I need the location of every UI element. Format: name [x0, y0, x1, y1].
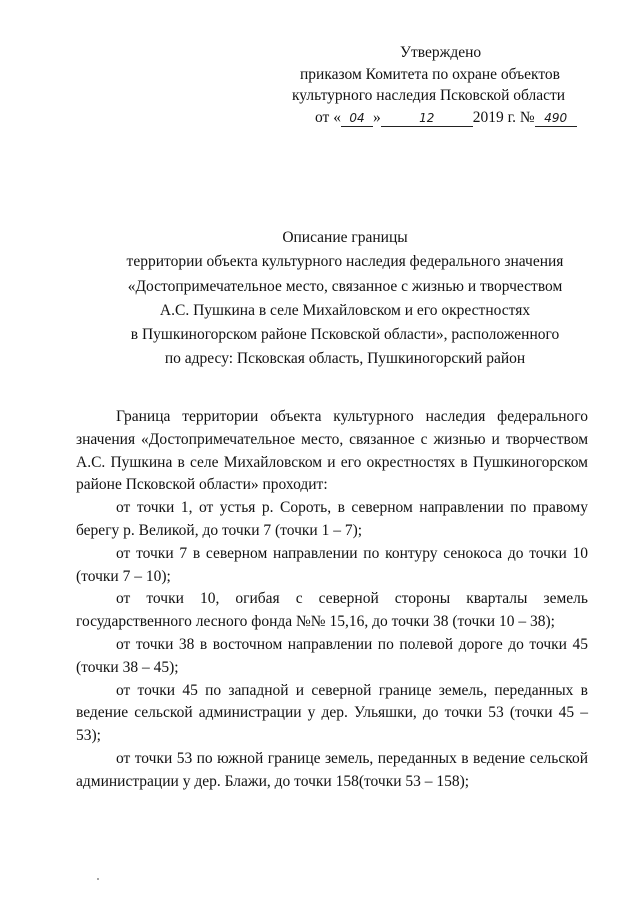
- approval-committee-line: культурного наследия Псковской области: [292, 87, 566, 104]
- date-prefix: от «: [315, 108, 341, 126]
- boundary-segment: от точки 38 в восточном направлении по полевой дороге до точки 45 (точки 38 – 45);: [76, 635, 588, 676]
- boundary-segment: от точки 10, огибая с северной стороны кварталы земель государственного лесного фонда №№ 15,16, до точки 38 (точки 10 – 38);: [76, 590, 588, 631]
- scan-speck: [97, 878, 99, 880]
- handwritten-month: 12: [381, 110, 473, 127]
- approval-heading: Утверждено: [400, 44, 482, 61]
- year-and-number-label: 2019 г. №: [472, 108, 535, 126]
- document-title: [95, 226, 595, 372]
- title-line: «Достопримечательное место, связанное с жизнью и творчеством: [127, 277, 563, 295]
- title-line: Описание границы: [282, 229, 408, 246]
- intro-paragraph: Граница территории объекта культурного наследия федерального значения «Достопримечательное место, связанное с жизнью и творчеством А.С. Пушкина в селе Михайловском и его окрестностях в Пушкиногорском районе Псковской области» проходит:: [76, 408, 588, 494]
- approval-stamp: [280, 42, 600, 128]
- title-line: А.С. Пушкина в селе Михайловском и его окрестностях: [159, 301, 531, 319]
- handwritten-order-number: 490: [535, 110, 577, 127]
- handwritten-day: 04: [341, 110, 373, 127]
- title-line: территории объекта культурного наследия федерального значения: [126, 253, 564, 271]
- boundary-segment: от точки 53 по южной границе земель, переданных в ведение сельской администрации у дер. Блажи, до точки 158(точки 53 – 158);: [76, 749, 588, 790]
- boundary-segment: от точки 7 в северном направлении по контуру сенокоса до точки 10 (точки 7 – 10);: [76, 544, 588, 585]
- approval-order-line: приказом Комитета по охране объектов: [300, 65, 561, 83]
- title-line: по адресу: Псковская область, Пушкиногорский район: [164, 350, 526, 368]
- boundary-description: [76, 406, 588, 794]
- boundary-segment: от точки 45 по западной и северной границе земель, переданных в ведение сельской администрации у дер. Ульяшки, до точки 53 (точки 45 – 53);: [76, 681, 588, 745]
- date-quote-close: »: [372, 108, 381, 126]
- approval-date-line: [280, 107, 600, 129]
- title-line: в Пушкиногорском районе Псковской области», расположенного: [130, 326, 560, 344]
- boundary-segment: от точки 1, от устья р. Сороть, в северном направлении по правому берегу р. Великой, до точки 7 (точки 1 – 7);: [76, 499, 588, 539]
